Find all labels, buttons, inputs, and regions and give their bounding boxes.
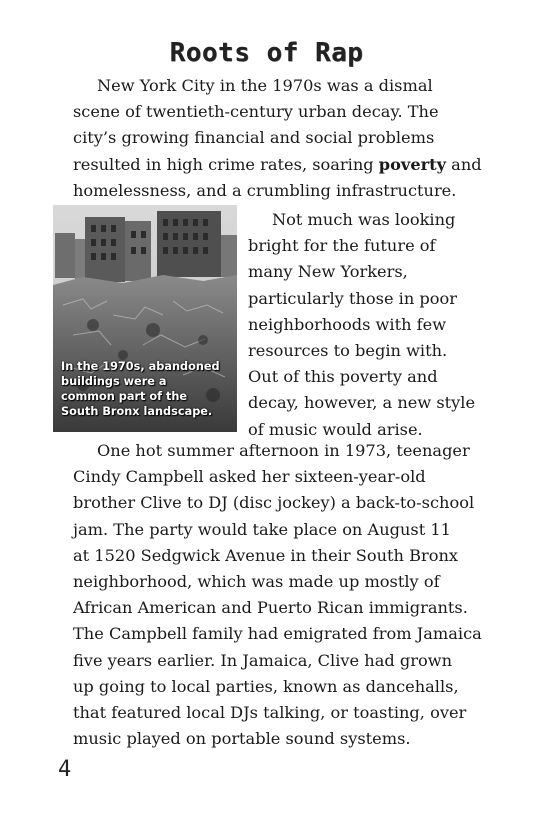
paragraph-1 [73, 73, 498, 204]
chapter-title: Roots of Rap [169, 38, 364, 68]
text-line: city’s growing financial and social problems [73, 128, 435, 148]
text-line: neighborhood, which was made up mostly of [73, 572, 440, 592]
text-line: homelessness, and a crumbling infrastructure. [73, 180, 457, 200]
page-number: 4 [58, 757, 72, 782]
text-line: bright for the future of [248, 236, 436, 256]
text-line: Not much was looking [272, 210, 456, 229]
caption-line: South Bronx landscape. [61, 405, 213, 418]
caption-line: In the 1970s, abandoned [61, 360, 220, 373]
caption-line: common part of the [61, 390, 188, 403]
paragraph-2 [248, 207, 498, 443]
caption-line: buildings were a [61, 375, 167, 388]
text-line: resources to begin with. [248, 341, 448, 361]
text-line: at 1520 Sedgwick Avenue in their South Bronx [73, 545, 459, 565]
text-line: particularly those in poor [248, 288, 458, 308]
text-line: Out of this poverty and [248, 367, 438, 387]
text-line: music played on portable sound systems. [73, 729, 411, 749]
text-line: New York City in the 1970s was a dismal [97, 76, 433, 95]
text-line: many New Yorkers, [248, 262, 408, 282]
text-line: brother Clive to DJ (disc jockey) a back-to-school [73, 493, 475, 513]
text-line: jam. The party would take place on August 11 [73, 519, 451, 539]
text-line: African American and Puerto Rican immigrants. [73, 598, 468, 618]
text-line: that featured local DJs talking, or toasting, over [73, 703, 467, 723]
text-line: scene of twentieth-century urban decay. The [73, 102, 439, 122]
text-line: The Campbell family had emigrated from Jamaica [73, 624, 482, 644]
text-line: of music would arise. [248, 419, 423, 439]
south-bronx-photo [53, 205, 237, 432]
text-line: decay, however, a new style [248, 393, 476, 413]
glossary-word-poverty: poverty [378, 154, 447, 174]
photo-caption [61, 359, 237, 419]
text-line: five years earlier. In Jamaica, Clive had grown [73, 650, 452, 670]
text-line: Cindy Campbell asked her sixteen-year-old [73, 467, 426, 487]
text-line: One hot summer afternoon in 1973, teenager [97, 441, 470, 460]
text-segment: and [446, 154, 482, 174]
text-line: neighborhoods with few [248, 314, 447, 334]
text-line-with-bold [73, 152, 498, 178]
text-segment: resulted in high crime rates, soaring [73, 154, 379, 174]
text-line: up going to local parties, known as dancehalls, [73, 676, 459, 696]
paragraph-3 [73, 438, 498, 752]
